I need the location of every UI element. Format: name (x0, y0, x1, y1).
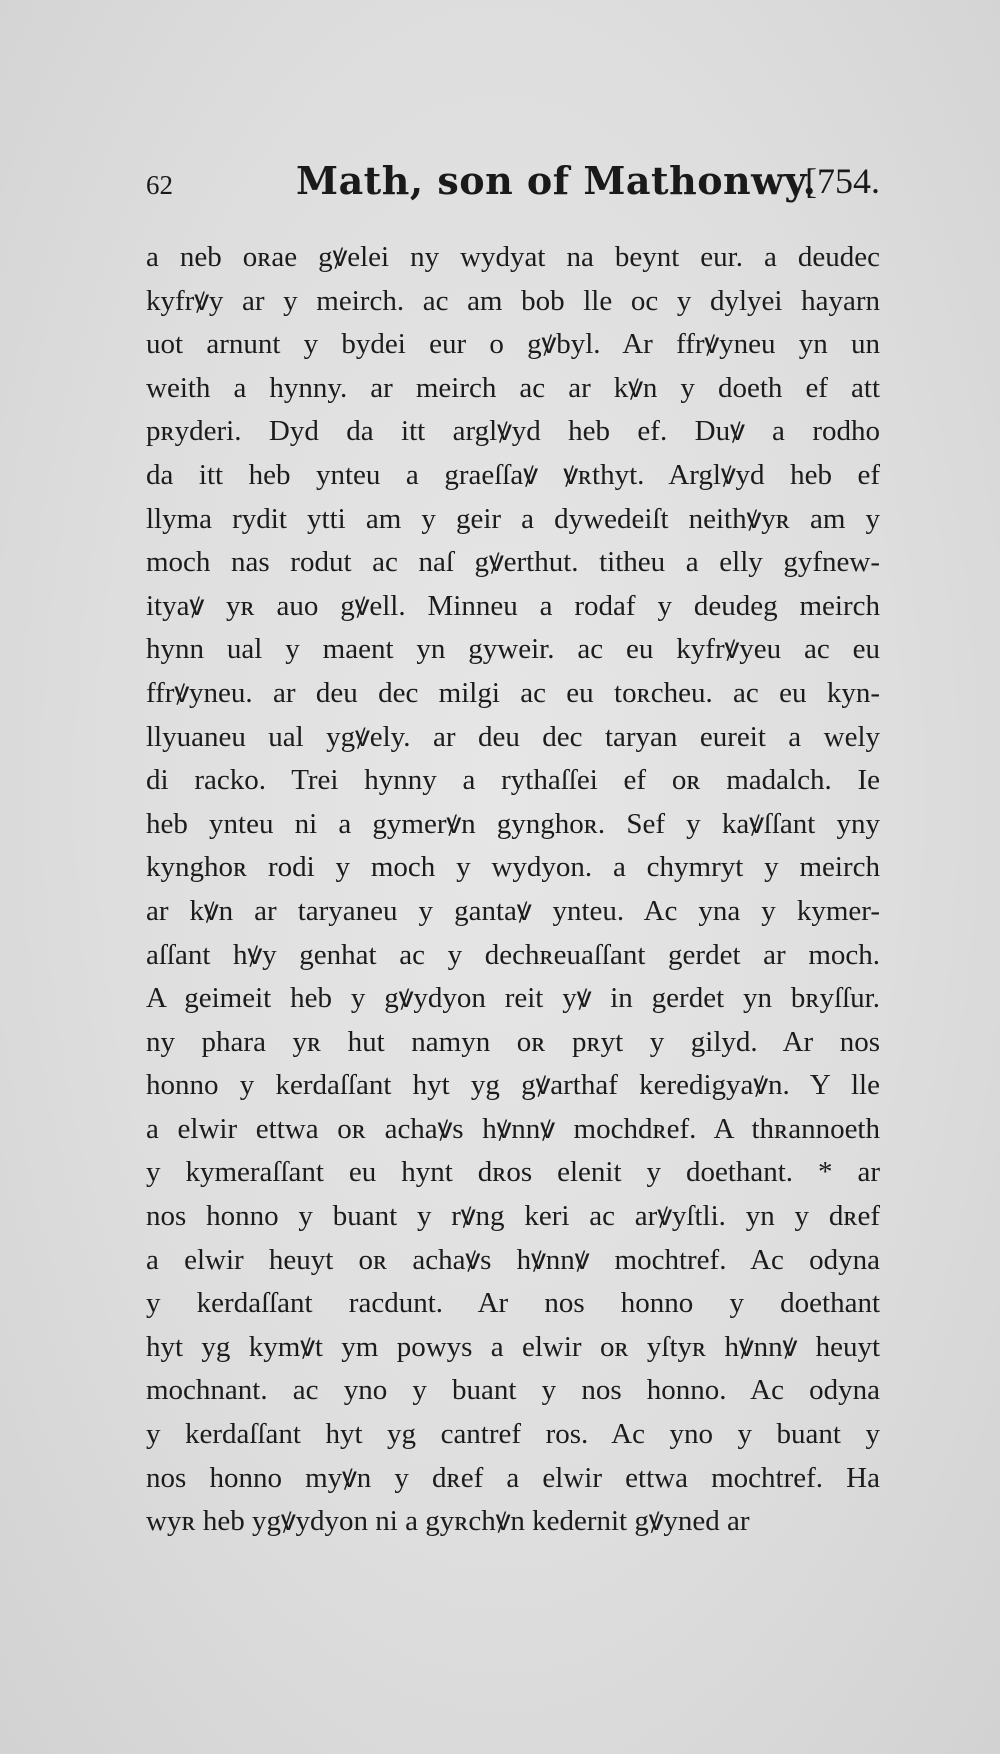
text-line: pʀyderi. Dyd da itt arglꝟyd heb ef. Duꝟ a rodho (146, 415, 880, 448)
text-line: a neb oʀae gꝟelei ny wydyat na beynt eur. a deudec (146, 241, 880, 273)
text-line: hynn ual y maent yn gyweir. ac eu kyfrꝟyeu ac eu (146, 633, 880, 666)
text-line: moch nas rodut ac naſ gꝟerthut. titheu a elly gyfnew- (146, 546, 880, 579)
text-line: llyma rydit ytti am y geir a dywedeiſt neithꝟyʀ am y (146, 502, 880, 535)
text-line: nos honno myꝟn y dʀef a elwir ettwa mochtref. Ha (146, 1461, 880, 1494)
text-line: a elwir heuyt oʀ achaꝟs hꝟnnꝟ mochtref. Ac odyna (146, 1243, 880, 1276)
text-line: A geimeit heb y gꝟydyon reit yꝟ in gerdet yn bʀyſſur. (146, 982, 880, 1015)
text-line: llyuaneu ual ygꝟely. ar deu dec taryan eureit a wely (146, 720, 880, 753)
running-title: Math, son of Mathonwy. (296, 158, 817, 203)
text-line: heb ynteu ni a gymerꝟn gynghoʀ. Sef y kaꝟſſant yny (146, 807, 880, 840)
text-line: a elwir ettwa oʀ achaꝟs hꝟnnꝟ mochdʀef. A thʀannoeth (146, 1112, 880, 1145)
text-line: da itt heb ynteu a graeſſaꝟ ꝟʀthyt. Arglꝟyd heb ef (146, 458, 880, 491)
text-line: mochnant. ac yno y buant y nos honno. Ac odyna (146, 1374, 880, 1407)
page-number: 62 (146, 170, 173, 200)
text-line: wyʀ heb ygꝟydyon ni a gyʀchꝟn kedernit gꝟyned ar (146, 1505, 750, 1538)
text-line: di racko. Trei hynny a rythaſſei ef oʀ madalch. Ie (146, 764, 880, 797)
text-line: ny phara yʀ hut namyn oʀ pʀyt y gilyd. Ar nos (146, 1025, 880, 1058)
text-line: y kymeraſſant eu hynt dʀos elenit y doethant. * ar (146, 1156, 880, 1189)
page-header (146, 158, 880, 218)
body-text (146, 236, 880, 1544)
text-line: aſſant hꝟy genhat ac y dechʀeuaſſant gerdet ar moch. (146, 938, 880, 971)
text-line: uot arnunt y bydei eur o gꝟbyl. Ar ffrꝟyneu yn un (146, 328, 880, 361)
text-line: nos honno y buant y rꝟng keri ac arꝟyſtli. yn y dʀef (146, 1200, 880, 1233)
text-line: ffrꝟyneu. ar deu dec milgi ac eu toʀcheu. ac eu kyn- (146, 676, 880, 709)
text-line: kynghoʀ rodi y moch y wydyon. a chymryt y meirch (146, 851, 880, 884)
text-line: hyt yg kymꝟt ym powys a elwir oʀ yſtyʀ hꝟnnꝟ heuyt (146, 1330, 880, 1363)
text-line: ityaꝟ yʀ auo gꝟell. Minneu a rodaf y deudeg meirch (146, 589, 880, 622)
text-line: y kerdaſſant hyt yg cantref ros. Ac yno y buant y (146, 1418, 880, 1451)
text-line: y kerdaſſant racdunt. Ar nos honno y doethant (146, 1287, 880, 1320)
line-reference: [754. (805, 161, 880, 201)
text-line: ar kꝟn ar taryaneu y gantaꝟ ynteu. Ac yna y kymer- (146, 894, 880, 927)
text-line: honno y kerdaſſant hyt yg gꝟarthaf keredigyaꝟn. Y lle (146, 1069, 880, 1102)
text-line: kyfrꝟy ar y meirch. ac am bob lle oc y dylyei hayarn (146, 284, 880, 317)
text-line: weith a hynny. ar meirch ac ar kꝟn y doeth ef att (146, 371, 880, 404)
